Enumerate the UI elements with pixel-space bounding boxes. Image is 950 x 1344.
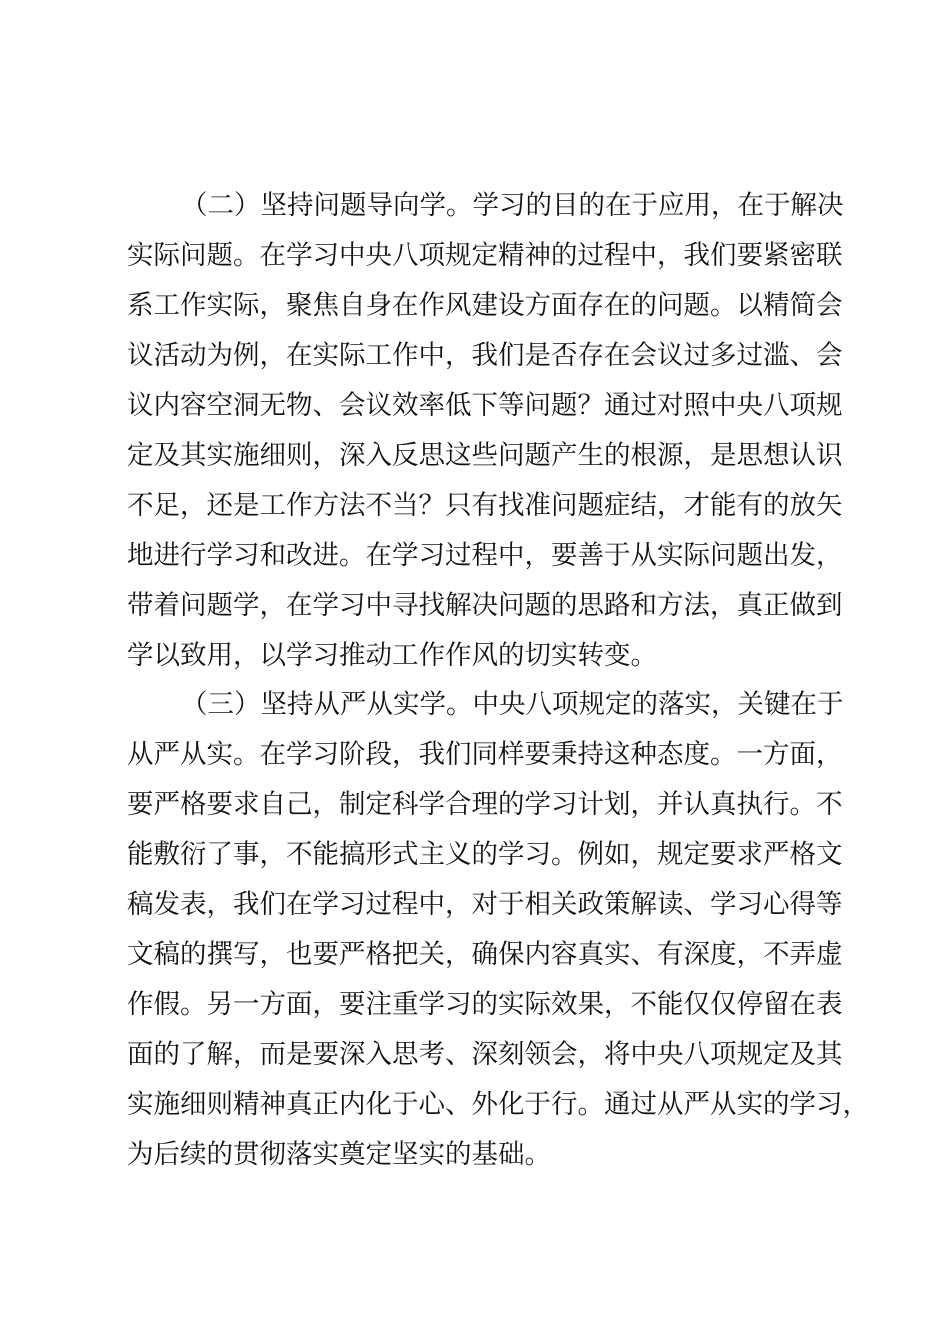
paragraph-2-line-4: 能敷衍了事，不能搞形式主义的学习。例如，规定要求严格文: [127, 839, 843, 870]
paragraph-1-line-10: 学以致用，以学习推动工作作风的切实转变。: [127, 640, 657, 671]
paragraph-1-line-7: 不足，还是工作方法不当？只有找准问题症结，才能有的放矢: [127, 490, 843, 521]
paragraph-1-line-8: 地进行学习和改进。在学习过程中，要善于从实际问题出发，: [127, 540, 843, 571]
paragraph-2-line-5: 稿发表，我们在学习过程中，对于相关政策解读、学习心得等: [127, 889, 843, 920]
paragraph-2-line-6: 文稿的撰写，也要严格把关，确保内容真实、有深度，不弄虚: [127, 939, 843, 970]
paragraph-1-line-2: 实际问题。在学习中央八项规定精神的过程中，我们要紧密联: [127, 240, 843, 271]
paragraph-2-line-2: 从严从实。在学习阶段，我们同样要秉持这种态度。一方面，: [127, 739, 843, 770]
paragraph-1-line-3: 系工作实际，聚焦自身在作风建设方面存在的问题。以精简会: [127, 290, 843, 321]
paragraph-1-line-1: （二）坚持问题导向学。学习的目的在于应用，在于解决: [181, 190, 844, 221]
paragraph-2-line-3: 要严格要求自己，制定科学合理的学习计划，并认真执行。不: [127, 789, 843, 820]
paragraph-2-line-7: 作假。另一方面，要注重学习的实际效果，不能仅仅停留在表: [127, 989, 843, 1020]
paragraph-2-line-1: （三）坚持从严从实学。中央八项规定的落实，关键在于: [181, 689, 844, 720]
paragraph-1-line-5: 议内容空洞无物、会议效率低下等问题？通过对照中央八项规: [127, 390, 843, 421]
paragraph-2-line-10: 为后续的贯彻落实奠定坚实的基础。: [127, 1139, 551, 1170]
paragraph-2-line-8: 面的了解，而是要深入思考、深刻领会，将中央八项规定及其: [127, 1039, 843, 1070]
paragraph-2-line-9: 实施细则精神真正内化于心、外化于行。通过从严从实的学习，: [127, 1089, 869, 1120]
paragraph-1-line-4: 议活动为例，在实际工作中，我们是否存在会议过多过滥、会: [127, 340, 843, 371]
paragraph-1-line-6: 定及其实施细则，深入反思这些问题产生的根源，是思想认识: [127, 440, 843, 471]
paragraph-1-line-9: 带着问题学，在学习中寻找解决问题的思路和方法，真正做到: [127, 590, 843, 621]
